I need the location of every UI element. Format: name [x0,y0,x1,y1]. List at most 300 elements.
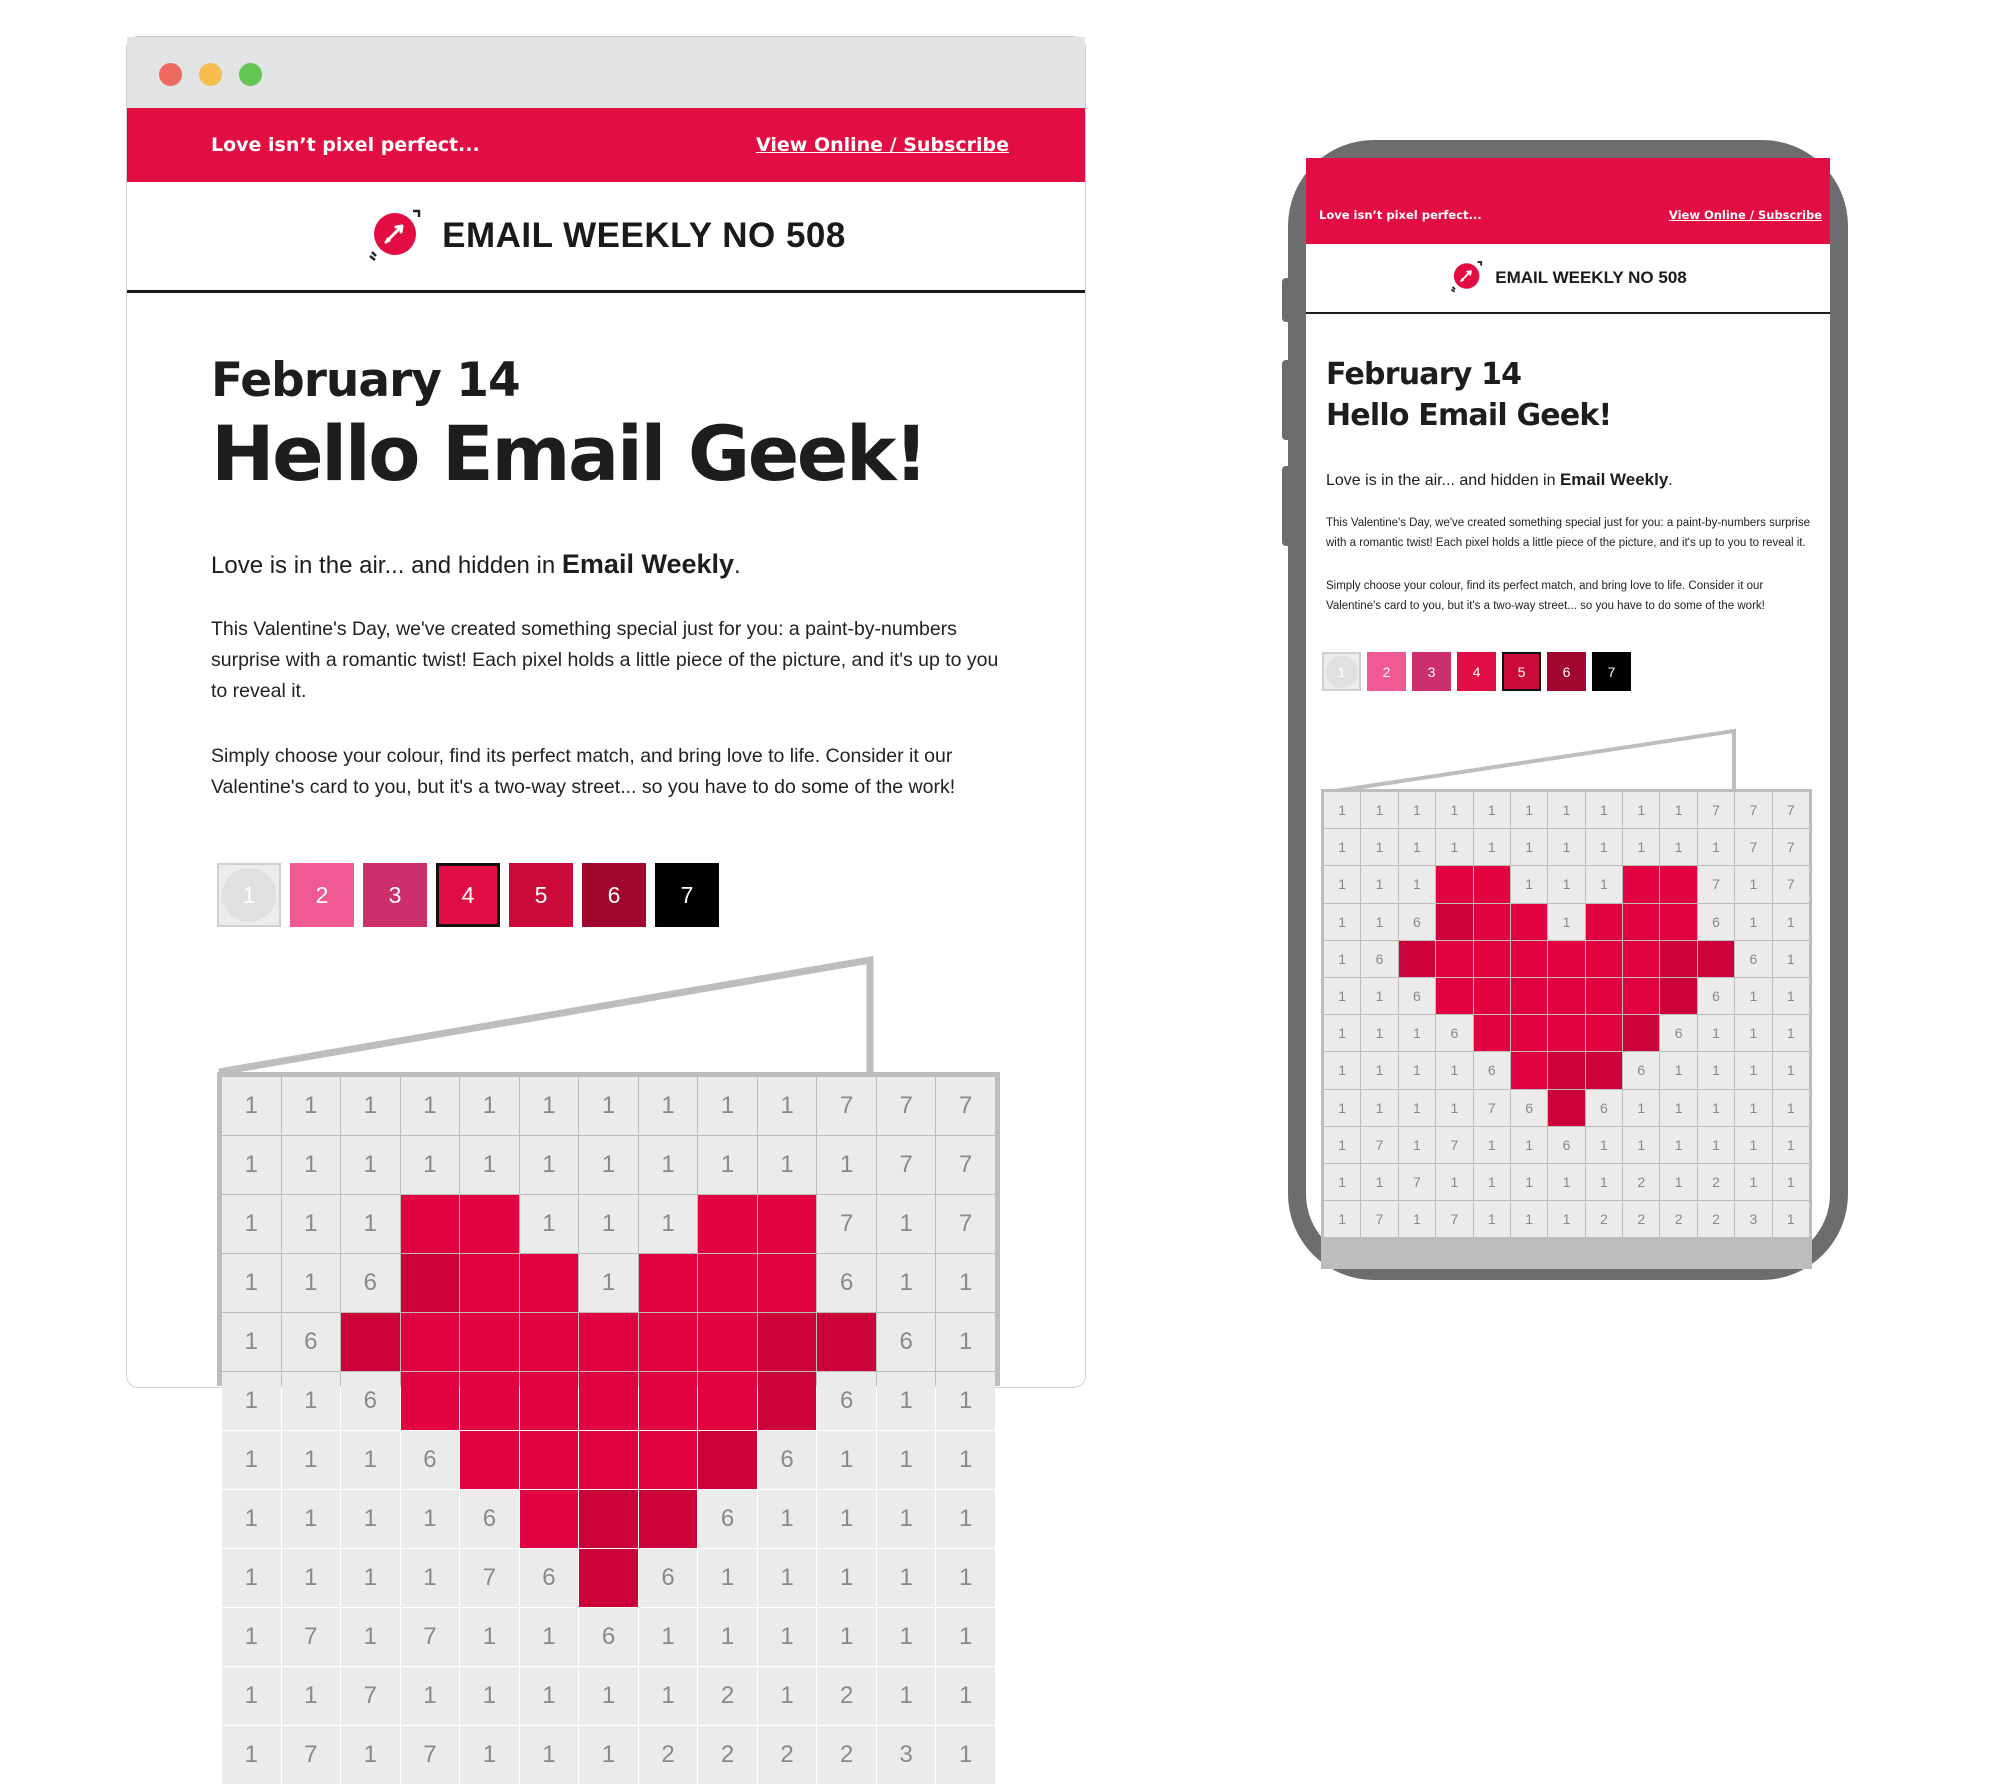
mobile-grid-cell[interactable]: 1 [1436,829,1472,865]
grid-cell[interactable] [579,1431,638,1489]
mobile-grid-cell[interactable]: 7 [1735,792,1771,828]
grid-cell[interactable]: 6 [282,1313,341,1371]
mobile-grid-cell[interactable]: 1 [1399,1015,1435,1051]
mobile-grid-cell[interactable] [1623,866,1659,902]
grid-cell[interactable]: 1 [698,1136,757,1194]
mobile-grid-cell[interactable] [1548,1090,1584,1126]
minimize-window-button[interactable] [199,63,222,86]
grid-cell[interactable]: 1 [222,1726,281,1784]
color-swatch-2[interactable]: 2 [290,863,354,927]
grid-cell[interactable]: 1 [936,1608,995,1666]
grid-cell[interactable]: 1 [639,1195,698,1253]
mobile-grid-cell[interactable]: 1 [1773,1164,1809,1200]
grid-cell[interactable] [520,1254,579,1312]
mobile-grid-cell[interactable]: 1 [1735,1127,1771,1163]
grid-cell[interactable]: 1 [817,1136,876,1194]
grid-cell[interactable] [698,1431,757,1489]
grid-cell[interactable]: 7 [817,1195,876,1253]
mobile-grid-cell[interactable]: 1 [1361,1090,1397,1126]
mobile-grid-cell[interactable]: 1 [1623,829,1659,865]
grid-cell[interactable]: 1 [282,1136,341,1194]
color-swatch-5[interactable]: 5 [509,863,573,927]
grid-cell[interactable]: 1 [579,1077,638,1135]
grid-cell[interactable]: 1 [520,1667,579,1725]
grid-cell[interactable]: 1 [579,1726,638,1784]
mobile-grid-cell[interactable]: 1 [1436,1090,1472,1126]
mobile-grid-cell[interactable]: 1 [1324,904,1360,940]
grid-cell[interactable]: 1 [758,1667,817,1725]
mobile-color-swatch-4[interactable]: 4 [1457,652,1496,691]
mobile-grid-cell[interactable]: 1 [1586,1164,1622,1200]
grid-cell[interactable]: 6 [758,1431,817,1489]
grid-cell[interactable] [698,1254,757,1312]
mobile-grid-cell[interactable]: 1 [1586,1127,1622,1163]
grid-cell[interactable] [401,1372,460,1430]
mobile-grid-cell[interactable]: 1 [1511,1201,1547,1237]
grid-cell[interactable]: 1 [936,1431,995,1489]
grid-cell[interactable]: 1 [341,1136,400,1194]
mobile-grid-cell[interactable] [1660,904,1696,940]
mobile-grid-cell[interactable]: 1 [1773,1015,1809,1051]
grid-cell[interactable]: 1 [341,1490,400,1548]
grid-cell[interactable]: 3 [877,1726,936,1784]
grid-cell[interactable]: 1 [520,1077,579,1135]
mobile-grid-cell[interactable]: 6 [1623,1052,1659,1088]
grid-cell[interactable]: 7 [936,1195,995,1253]
grid-cell[interactable]: 1 [758,1608,817,1666]
close-window-button[interactable] [159,63,182,86]
mobile-grid-cell[interactable]: 1 [1623,792,1659,828]
mobile-grid-cell[interactable]: 2 [1660,1201,1696,1237]
grid-cell[interactable]: 1 [282,1077,341,1135]
grid-cell[interactable]: 1 [817,1608,876,1666]
mobile-grid-cell[interactable] [1436,866,1472,902]
grid-cell[interactable]: 1 [460,1667,519,1725]
grid-cell[interactable] [401,1313,460,1371]
mobile-grid-cell[interactable]: 1 [1735,1090,1771,1126]
mobile-grid-cell[interactable] [1474,904,1510,940]
grid-cell[interactable]: 1 [282,1254,341,1312]
mobile-grid-cell[interactable]: 6 [1698,904,1734,940]
mobile-grid-cell[interactable] [1511,1015,1547,1051]
mobile-grid-cell[interactable]: 1 [1660,1090,1696,1126]
mobile-grid-cell[interactable]: 1 [1698,1090,1734,1126]
mobile-grid-cell[interactable]: 6 [1399,904,1435,940]
mobile-grid-cell[interactable]: 1 [1623,1090,1659,1126]
mobile-grid-cell[interactable] [1474,866,1510,902]
mobile-grid-cell[interactable]: 7 [1735,829,1771,865]
grid-cell[interactable]: 1 [877,1195,936,1253]
mobile-grid-cell[interactable]: 1 [1511,792,1547,828]
mobile-grid-cell[interactable]: 1 [1511,1127,1547,1163]
grid-cell[interactable] [817,1313,876,1371]
mobile-grid-cell[interactable]: 1 [1324,829,1360,865]
mobile-grid-cell[interactable]: 1 [1324,941,1360,977]
grid-cell[interactable]: 1 [401,1549,460,1607]
mobile-grid-cell[interactable]: 1 [1361,978,1397,1014]
mobile-grid-cell[interactable]: 7 [1773,829,1809,865]
grid-cell[interactable]: 7 [401,1726,460,1784]
mobile-grid-cell[interactable]: 1 [1361,1052,1397,1088]
grid-cell[interactable]: 2 [817,1726,876,1784]
mobile-grid-cell[interactable]: 6 [1660,1015,1696,1051]
mobile-grid-cell[interactable] [1511,978,1547,1014]
grid-cell[interactable]: 1 [520,1726,579,1784]
mobile-grid-cell[interactable]: 6 [1548,1127,1584,1163]
grid-cell[interactable]: 1 [639,1136,698,1194]
mobile-grid-cell[interactable]: 1 [1324,1201,1360,1237]
grid-cell[interactable] [758,1313,817,1371]
mobile-grid-cell[interactable] [1474,978,1510,1014]
grid-cell[interactable]: 1 [639,1077,698,1135]
mobile-grid-cell[interactable]: 1 [1399,1052,1435,1088]
grid-cell[interactable]: 1 [341,1549,400,1607]
mobile-grid-cell[interactable]: 1 [1773,904,1809,940]
grid-cell[interactable]: 1 [341,1431,400,1489]
mobile-grid-cell[interactable]: 1 [1511,829,1547,865]
grid-cell[interactable]: 1 [698,1608,757,1666]
grid-cell[interactable] [579,1490,638,1548]
grid-cell[interactable]: 1 [282,1667,341,1725]
grid-cell[interactable]: 1 [520,1195,579,1253]
mobile-grid-cell[interactable]: 1 [1324,1015,1360,1051]
grid-cell[interactable]: 1 [222,1077,281,1135]
mobile-grid-cell[interactable]: 1 [1660,829,1696,865]
grid-cell[interactable]: 1 [817,1490,876,1548]
mobile-grid-cell[interactable]: 1 [1660,1127,1696,1163]
mobile-grid-cell[interactable]: 1 [1548,1164,1584,1200]
grid-cell[interactable] [401,1254,460,1312]
grid-cell[interactable]: 1 [936,1313,995,1371]
grid-cell[interactable]: 1 [401,1490,460,1548]
grid-cell[interactable]: 1 [936,1726,995,1784]
mobile-grid-cell[interactable]: 1 [1548,792,1584,828]
mobile-grid-cell[interactable]: 1 [1623,1127,1659,1163]
mobile-grid-cell[interactable]: 1 [1773,1052,1809,1088]
mobile-color-swatch-2[interactable]: 2 [1367,652,1406,691]
grid-cell[interactable]: 2 [817,1667,876,1725]
mobile-grid-cell[interactable]: 2 [1586,1201,1622,1237]
mobile-grid-cell[interactable]: 1 [1474,1164,1510,1200]
grid-cell[interactable] [698,1372,757,1430]
mobile-grid-cell[interactable]: 6 [1436,1015,1472,1051]
mobile-grid-cell[interactable]: 1 [1548,904,1584,940]
grid-cell[interactable]: 2 [698,1726,757,1784]
grid-cell[interactable]: 1 [936,1667,995,1725]
mobile-grid-cell[interactable] [1511,941,1547,977]
mobile-grid-cell[interactable]: 1 [1324,792,1360,828]
grid-cell[interactable] [579,1313,638,1371]
mobile-grid-cell[interactable]: 6 [1399,978,1435,1014]
grid-cell[interactable]: 6 [460,1490,519,1548]
grid-cell[interactable]: 1 [460,1726,519,1784]
grid-cell[interactable]: 1 [341,1077,400,1135]
grid-cell[interactable]: 1 [222,1490,281,1548]
mobile-grid-cell[interactable]: 6 [1698,978,1734,1014]
mobile-grid-cell[interactable]: 1 [1324,866,1360,902]
mobile-grid-cell[interactable]: 2 [1698,1201,1734,1237]
maximize-window-button[interactable] [239,63,262,86]
grid-cell[interactable] [639,1313,698,1371]
mobile-grid-cell[interactable]: 1 [1399,866,1435,902]
grid-cell[interactable] [639,1490,698,1548]
mobile-grid-cell[interactable]: 1 [1586,792,1622,828]
mobile-grid-cell[interactable] [1660,866,1696,902]
grid-cell[interactable]: 6 [877,1313,936,1371]
mobile-grid-cell[interactable]: 2 [1623,1164,1659,1200]
mobile-grid-cell[interactable] [1548,978,1584,1014]
mobile-grid-cell[interactable]: 1 [1399,829,1435,865]
grid-cell[interactable]: 1 [877,1431,936,1489]
grid-cell[interactable] [520,1372,579,1430]
color-swatch-7[interactable]: 7 [655,863,719,927]
grid-cell[interactable] [639,1431,698,1489]
grid-cell[interactable]: 1 [460,1077,519,1135]
mobile-grid-cell[interactable]: 1 [1548,829,1584,865]
mobile-view-online-subscribe-link[interactable]: View Online / Subscribe [1668,208,1822,222]
grid-cell[interactable] [520,1490,579,1548]
grid-cell[interactable]: 1 [579,1667,638,1725]
mobile-grid-cell[interactable]: 1 [1698,1015,1734,1051]
mobile-grid-cell[interactable]: 1 [1361,1015,1397,1051]
grid-cell[interactable]: 1 [460,1608,519,1666]
mobile-grid-cell[interactable] [1511,1052,1547,1088]
color-swatch-3[interactable]: 3 [363,863,427,927]
grid-cell[interactable]: 2 [639,1726,698,1784]
mobile-grid-cell[interactable]: 1 [1324,1127,1360,1163]
mobile-color-swatch-6[interactable]: 6 [1547,652,1586,691]
grid-cell[interactable] [520,1431,579,1489]
grid-cell[interactable]: 6 [817,1254,876,1312]
mobile-grid-cell[interactable]: 6 [1586,1090,1622,1126]
mobile-grid-cell[interactable] [1586,978,1622,1014]
mobile-grid-cell[interactable] [1623,904,1659,940]
grid-cell[interactable]: 7 [341,1667,400,1725]
grid-cell[interactable]: 1 [282,1549,341,1607]
mobile-grid-cell[interactable]: 1 [1436,792,1472,828]
mobile-color-swatch-7[interactable]: 7 [1592,652,1631,691]
mobile-grid-cell[interactable] [1474,1015,1510,1051]
mobile-grid-cell[interactable]: 1 [1361,904,1397,940]
grid-cell[interactable]: 1 [282,1372,341,1430]
mobile-grid-cell[interactable] [1660,978,1696,1014]
mobile-grid-cell[interactable]: 1 [1660,792,1696,828]
grid-cell[interactable]: 1 [341,1726,400,1784]
grid-cell[interactable]: 1 [698,1077,757,1135]
mobile-grid-cell[interactable]: 1 [1361,866,1397,902]
mobile-grid-cell[interactable] [1474,941,1510,977]
grid-cell[interactable]: 7 [282,1726,341,1784]
grid-cell[interactable] [520,1313,579,1371]
grid-cell[interactable]: 6 [341,1254,400,1312]
color-swatch-1[interactable] [217,863,281,927]
grid-cell[interactable]: 1 [936,1372,995,1430]
grid-cell[interactable]: 1 [639,1667,698,1725]
grid-cell[interactable]: 1 [222,1313,281,1371]
mobile-grid-cell[interactable]: 1 [1586,829,1622,865]
mobile-grid-cell[interactable]: 1 [1773,1127,1809,1163]
grid-cell[interactable]: 1 [758,1490,817,1548]
mobile-grid-cell[interactable] [1548,1015,1584,1051]
grid-cell[interactable]: 1 [877,1490,936,1548]
mobile-grid-cell[interactable]: 1 [1773,1090,1809,1126]
grid-cell[interactable]: 1 [758,1549,817,1607]
grid-cell[interactable]: 1 [282,1490,341,1548]
grid-cell[interactable] [698,1313,757,1371]
grid-cell[interactable]: 1 [579,1254,638,1312]
mobile-grid-cell[interactable]: 1 [1586,866,1622,902]
mobile-grid-cell[interactable]: 1 [1474,829,1510,865]
mobile-grid-cell[interactable]: 1 [1399,1127,1435,1163]
mobile-grid-cell[interactable]: 1 [1511,1164,1547,1200]
grid-cell[interactable]: 1 [936,1490,995,1548]
mobile-grid-cell[interactable]: 1 [1324,1052,1360,1088]
mobile-grid-cell[interactable] [1660,941,1696,977]
mobile-color-swatch-5[interactable]: 5 [1502,652,1541,691]
mobile-grid-cell[interactable]: 1 [1436,1052,1472,1088]
grid-cell[interactable]: 1 [222,1549,281,1607]
mobile-grid-cell[interactable] [1623,1015,1659,1051]
grid-cell[interactable]: 6 [698,1490,757,1548]
grid-cell[interactable]: 1 [877,1608,936,1666]
grid-cell[interactable]: 1 [936,1549,995,1607]
grid-cell[interactable] [460,1195,519,1253]
mobile-grid-cell[interactable]: 7 [1773,866,1809,902]
grid-cell[interactable]: 1 [758,1136,817,1194]
mobile-grid-cell[interactable]: 1 [1773,978,1809,1014]
mobile-grid-cell[interactable]: 6 [1511,1090,1547,1126]
mobile-grid-cell[interactable]: 1 [1698,1127,1734,1163]
mobile-grid-cell[interactable]: 7 [1698,792,1734,828]
mobile-grid-cell[interactable]: 1 [1474,1127,1510,1163]
mobile-grid-cell[interactable]: 7 [1698,866,1734,902]
mobile-grid-cell[interactable]: 7 [1361,1127,1397,1163]
grid-cell[interactable] [460,1313,519,1371]
mobile-grid-cell[interactable] [1436,904,1472,940]
mobile-grid-cell[interactable]: 1 [1436,1164,1472,1200]
mobile-grid-cell[interactable] [1623,941,1659,977]
grid-cell[interactable]: 1 [222,1254,281,1312]
grid-cell[interactable]: 2 [698,1667,757,1725]
grid-cell[interactable] [460,1254,519,1312]
mobile-grid-cell[interactable]: 6 [1474,1052,1510,1088]
grid-cell[interactable]: 1 [877,1667,936,1725]
grid-cell[interactable]: 1 [817,1431,876,1489]
view-online-subscribe-link[interactable]: View Online / Subscribe [756,134,1009,156]
grid-cell[interactable]: 6 [639,1549,698,1607]
mobile-grid-cell[interactable]: 1 [1399,1090,1435,1126]
grid-cell[interactable]: 1 [341,1195,400,1253]
grid-cell[interactable] [579,1549,638,1607]
mobile-grid-cell[interactable]: 7 [1436,1201,1472,1237]
grid-cell[interactable]: 1 [401,1136,460,1194]
grid-cell[interactable] [698,1195,757,1253]
grid-cell[interactable]: 1 [758,1077,817,1135]
mobile-grid-cell[interactable]: 1 [1660,1052,1696,1088]
mobile-grid-cell[interactable]: 7 [1361,1201,1397,1237]
grid-cell[interactable]: 1 [282,1431,341,1489]
mobile-grid-cell[interactable]: 1 [1511,866,1547,902]
grid-cell[interactable] [758,1195,817,1253]
grid-cell[interactable]: 1 [222,1431,281,1489]
mobile-grid-cell[interactable]: 6 [1735,941,1771,977]
grid-cell[interactable]: 1 [579,1195,638,1253]
grid-cell[interactable]: 2 [758,1726,817,1784]
grid-cell[interactable] [758,1372,817,1430]
grid-cell[interactable]: 1 [222,1136,281,1194]
mobile-grid-cell[interactable]: 1 [1474,792,1510,828]
mobile-grid-cell[interactable] [1548,1052,1584,1088]
grid-cell[interactable]: 7 [936,1136,995,1194]
mobile-grid-cell[interactable]: 1 [1324,1090,1360,1126]
mobile-grid-cell[interactable]: 1 [1324,1164,1360,1200]
mobile-color-swatch-3[interactable]: 3 [1412,652,1451,691]
grid-cell[interactable] [639,1254,698,1312]
grid-cell[interactable]: 7 [936,1077,995,1135]
grid-cell[interactable]: 6 [520,1549,579,1607]
grid-cell[interactable]: 6 [817,1372,876,1430]
mobile-grid-cell[interactable]: 1 [1735,904,1771,940]
grid-cell[interactable]: 6 [341,1372,400,1430]
mobile-grid-cell[interactable]: 1 [1361,829,1397,865]
grid-cell[interactable]: 7 [877,1136,936,1194]
grid-cell[interactable] [341,1313,400,1371]
mobile-grid-cell[interactable]: 1 [1361,792,1397,828]
mobile-grid-cell[interactable] [1586,941,1622,977]
mobile-grid-cell[interactable]: 1 [1735,1164,1771,1200]
mobile-grid-cell[interactable]: 1 [1399,792,1435,828]
grid-cell[interactable]: 7 [282,1608,341,1666]
mobile-grid-cell[interactable]: 1 [1735,1015,1771,1051]
mobile-grid-cell[interactable] [1436,941,1472,977]
mobile-grid-cell[interactable]: 3 [1735,1201,1771,1237]
mobile-grid-cell[interactable] [1436,978,1472,1014]
mobile-grid-cell[interactable]: 7 [1436,1127,1472,1163]
grid-cell[interactable]: 1 [877,1549,936,1607]
mobile-grid-cell[interactable] [1586,1015,1622,1051]
grid-cell[interactable]: 1 [222,1372,281,1430]
mobile-grid-cell[interactable]: 1 [1698,1052,1734,1088]
mobile-grid-cell[interactable] [1586,904,1622,940]
mobile-grid-cell[interactable] [1623,978,1659,1014]
mobile-grid-cell[interactable] [1548,941,1584,977]
mobile-grid-cell[interactable]: 1 [1698,829,1734,865]
grid-cell[interactable]: 6 [579,1608,638,1666]
mobile-grid-cell[interactable]: 1 [1474,1201,1510,1237]
grid-cell[interactable]: 7 [401,1608,460,1666]
mobile-grid-cell[interactable] [1399,941,1435,977]
mobile-grid-cell[interactable]: 1 [1773,1201,1809,1237]
grid-cell[interactable] [460,1372,519,1430]
grid-cell[interactable]: 1 [222,1195,281,1253]
mobile-grid-cell[interactable]: 6 [1361,941,1397,977]
grid-cell[interactable]: 1 [877,1372,936,1430]
mobile-grid-cell[interactable]: 7 [1474,1090,1510,1126]
grid-cell[interactable]: 1 [579,1136,638,1194]
grid-cell[interactable]: 1 [222,1667,281,1725]
grid-cell[interactable]: 1 [698,1549,757,1607]
grid-cell[interactable]: 1 [520,1608,579,1666]
mobile-grid-cell[interactable] [1511,904,1547,940]
mobile-grid-cell[interactable]: 1 [1399,1201,1435,1237]
mobile-grid-cell[interactable]: 1 [1324,978,1360,1014]
grid-cell[interactable]: 1 [401,1667,460,1725]
grid-cell[interactable]: 1 [460,1136,519,1194]
color-swatch-6[interactable]: 6 [582,863,646,927]
mobile-grid-cell[interactable] [1586,1052,1622,1088]
grid-cell[interactable]: 7 [817,1077,876,1135]
grid-cell[interactable] [401,1195,460,1253]
